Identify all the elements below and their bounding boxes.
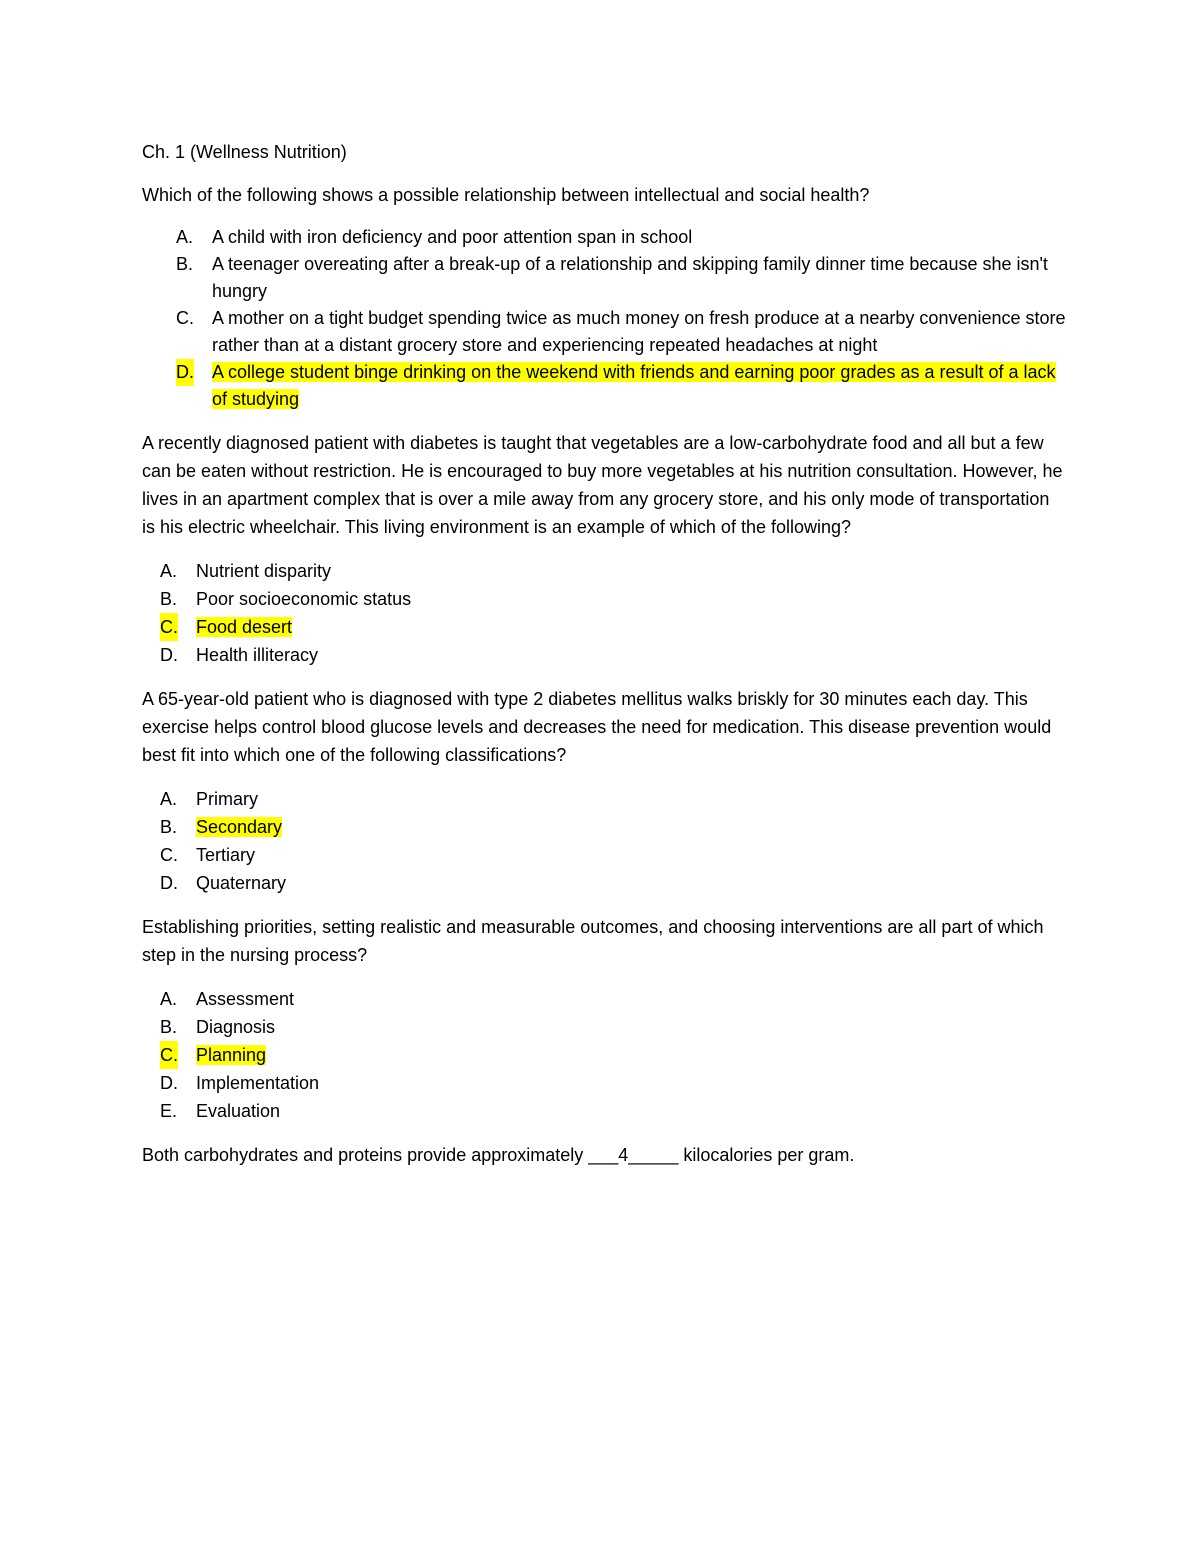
option-letter: B.	[160, 817, 178, 837]
option-text: Quaternary	[196, 873, 287, 893]
option-letter: A.	[160, 989, 178, 1009]
option-text: Implementation	[196, 1073, 320, 1093]
question-4-text: Establishing priorities, setting realistic and measurable outcomes, and choosing interventions are all part of which step in the nursing process?	[142, 917, 1044, 965]
question-1-option-b	[142, 251, 1067, 305]
question-2-options	[142, 557, 1067, 669]
question-3-option-b	[142, 813, 1067, 841]
option-letter: D.	[160, 1073, 178, 1093]
option-text: Nutrient disparity	[196, 561, 332, 581]
option-letter: E.	[160, 1101, 178, 1121]
document-content	[142, 138, 1067, 1169]
option-text-highlighted: Planning	[196, 1045, 267, 1065]
question-3-option-a	[142, 785, 1067, 813]
question-4-option-e	[142, 1097, 1067, 1125]
question-3-text: A 65-year-old patient who is diagnosed with type 2 diabetes mellitus walks briskly for 30 minutes each day. This exercise helps control blood glucose levels and decreases the need for medication. This disease prevention would best fit into which one of the following classifications?	[142, 689, 1052, 765]
question-1-text: Which of the following shows a possible relationship between intellectual and social health?	[142, 185, 870, 205]
question-2-option-b	[142, 585, 1067, 613]
question-2-text: A recently diagnosed patient with diabetes is taught that vegetables are a low-carbohydrate food and all but a few can be eaten without restriction. He is encouraged to buy more vegetables at his nutrition consultation. However, he lives in an apartment complex that is over a mile away from any grocery store, and his only mode of transportation is his electric wheelchair. This living environment is an example of which of the following?	[142, 433, 1063, 537]
option-text: Evaluation	[196, 1101, 281, 1121]
question-1-option-d	[142, 359, 1067, 413]
question-2-option-d	[142, 641, 1067, 669]
option-letter: C.	[160, 845, 178, 865]
option-text: A child with iron deficiency and poor attention span in school	[212, 227, 693, 247]
option-letter: D.	[160, 873, 178, 893]
question-4-options	[142, 985, 1067, 1125]
option-text-highlighted: A college student binge drinking on the weekend with friends and earning poor grades as a result of a lack of studying	[212, 362, 1056, 409]
question-2-option-c	[142, 613, 1067, 641]
question-3-option-c	[142, 841, 1067, 869]
option-text: A teenager overeating after a break-up of a relationship and skipping family dinner time because she isn't hungry	[212, 254, 1048, 301]
fill-in-question: Both carbohydrates and proteins provide approximately ___4_____ kilocalories per gram.	[142, 1145, 855, 1165]
question-3-option-d	[142, 869, 1067, 897]
option-letter: D.	[176, 359, 194, 386]
option-letter: A.	[160, 561, 178, 581]
option-text: A mother on a tight budget spending twice as much money on fresh produce at a nearby convenience store rather than at a distant grocery store and experiencing repeated headaches at night	[212, 308, 1066, 355]
option-text: Health illiteracy	[196, 645, 319, 665]
question-4-option-d	[142, 1069, 1067, 1097]
option-text: Assessment	[196, 989, 295, 1009]
option-letter: C.	[160, 613, 178, 641]
option-text: Diagnosis	[196, 1017, 276, 1037]
question-1-option-a	[142, 223, 1067, 251]
option-letter: A.	[176, 227, 194, 247]
question-1-options	[142, 223, 1067, 413]
question-4-option-c	[142, 1041, 1067, 1069]
option-letter: A.	[160, 789, 178, 809]
question-4-option-b	[142, 1013, 1067, 1041]
option-letter: D.	[160, 645, 178, 665]
option-text-highlighted: Food desert	[196, 617, 293, 637]
option-letter: B.	[160, 589, 178, 609]
option-letter: C.	[176, 308, 194, 328]
option-text-highlighted: Secondary	[196, 817, 283, 837]
option-text: Poor socioeconomic status	[196, 589, 412, 609]
question-4-option-a	[142, 985, 1067, 1013]
option-letter: C.	[160, 1041, 178, 1069]
chapter-title: Ch. 1 (Wellness Nutrition)	[142, 142, 347, 162]
option-letter: B.	[160, 1017, 178, 1037]
option-text: Tertiary	[196, 845, 256, 865]
option-letter: B.	[176, 254, 194, 274]
option-text: Primary	[196, 789, 258, 809]
question-2-option-a	[142, 557, 1067, 585]
question-1-option-c	[142, 305, 1067, 359]
question-3-options	[142, 785, 1067, 897]
